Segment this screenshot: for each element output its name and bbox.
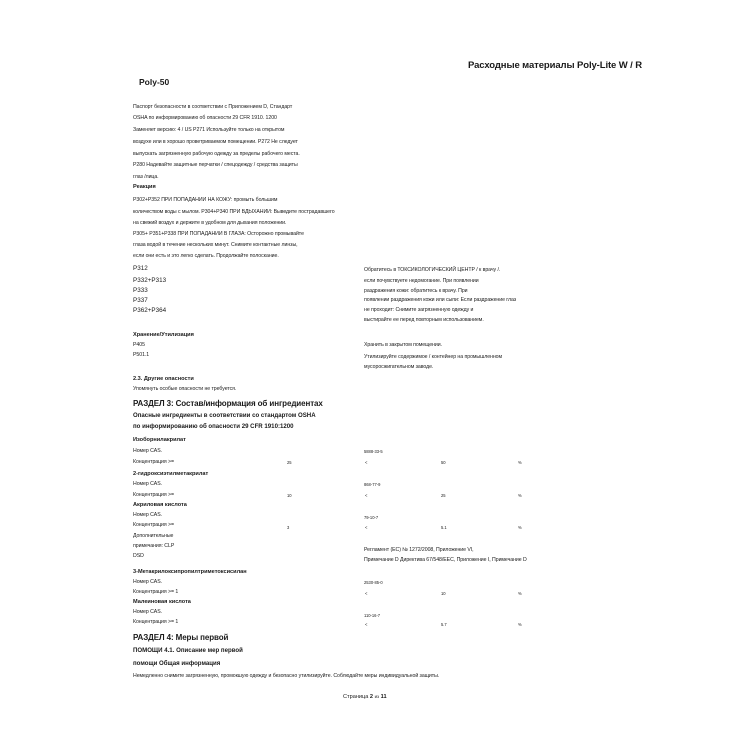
- section4-heading: РАЗДЕЛ 4: Меры первой: [133, 633, 229, 642]
- section4-subheading: помощи Общая информация: [133, 660, 221, 667]
- cas-number: 110-16-7: [364, 613, 381, 618]
- additional-notes-label: Дополнительные: [133, 533, 174, 539]
- storage-code: P501.1: [133, 352, 150, 358]
- percent-unit: %: [518, 493, 522, 498]
- regulation-note: Примечание D Директива 67/548/EEC, Приложение I, Примечание D: [364, 557, 527, 563]
- page-footer: [343, 694, 387, 700]
- additional-notes-label: примечания: CLP: [133, 543, 175, 549]
- page-number: 2: [369, 694, 374, 700]
- intro-line: Заменяет версию: 4 / US P271 Используйте только на открытом: [133, 127, 285, 133]
- cas-number: 79-10-7: [364, 515, 379, 520]
- concentration-min: 10: [287, 493, 292, 498]
- ingredient-name: Изоборнилакрилат: [133, 437, 186, 443]
- storage-right-line: мусоросжигательном заводе.: [364, 364, 434, 370]
- reaction-code: P332+P313: [133, 277, 167, 284]
- less-than-sign: <: [365, 525, 368, 530]
- cas-label: Номер CAS.: [133, 448, 163, 454]
- reaction-line: на свежий воздух и держите в удобном для дыхания положении.: [133, 220, 287, 226]
- intro-line: Паспорт безопасности в соответствии с Приложением D, Стандарт: [133, 104, 293, 110]
- less-than-sign: <: [365, 591, 368, 596]
- cas-label: Номер CAS.: [133, 579, 163, 585]
- section4-text: Немедленно снимите загрязненную, промокшую одежду и безопасно утилизируйте. Соблюдайте меры индивидуальной защиты.: [133, 673, 440, 679]
- page-of: из: [374, 694, 380, 699]
- concentration-label: Концентрация >=: [133, 522, 175, 528]
- less-than-sign: <: [365, 493, 368, 498]
- concentration-label: Концентрация >= 1: [133, 619, 179, 625]
- other-hazards-text: Упомянуть особые опасности не требуется.: [133, 386, 237, 392]
- reaction-right-line: если почувствуете недомогание. При появлении: [364, 278, 479, 284]
- intro-line: OSHA по информированию об опасности 29 CFR 1910. 1200: [133, 115, 277, 121]
- page-label: Страница: [343, 694, 369, 700]
- reaction-right-line: не проходит: Снимите загрязненную одежду и: [364, 307, 474, 313]
- concentration-label: Концентрация >= 1: [133, 589, 179, 595]
- cas-number: 5888-33-5: [364, 449, 383, 454]
- other-hazards-heading: 2.3. Другие опасности: [133, 376, 194, 382]
- reaction-code: P362+P364: [133, 307, 167, 314]
- cas-label: Номер CAS.: [133, 609, 163, 615]
- reaction-code: P312: [133, 265, 148, 272]
- ingredient-name: Акриловая кислота: [133, 502, 187, 508]
- section3-subheading: Опасные ингредиенты в соответствии со стандартом OSHA: [133, 412, 316, 419]
- percent-unit: %: [518, 525, 522, 530]
- storage-right-line: Утилизируйте содержимое / контейнер на промышленном: [364, 354, 503, 360]
- concentration-min: 25: [287, 460, 292, 465]
- document-header-title: Расходные материалы Poly-Lite W / R: [468, 60, 643, 71]
- reaction-line: если они есть и это легко сделать. Продолжайте полоскание.: [133, 253, 279, 259]
- concentration-min: 3: [287, 525, 290, 530]
- storage-right-line: Хранить в закрытом помещении.: [364, 342, 442, 348]
- intro-line: воздухе или в хорошо проветриваемом помещении. P272 Не следует: [133, 139, 298, 145]
- reaction-line: P302+P352 ПРИ ПОПАДАНИИ НА КОЖУ: промыть большим: [133, 197, 278, 203]
- percent-unit: %: [518, 460, 522, 465]
- concentration-max: 10: [441, 591, 446, 596]
- cas-label: Номер CAS.: [133, 512, 163, 518]
- concentration-max: 5.7: [441, 622, 447, 627]
- storage-code: P405: [133, 342, 145, 348]
- storage-heading: Хранение/Утилизация: [133, 332, 194, 338]
- reaction-code: P333: [133, 287, 148, 294]
- intro-line: P280 Надевайте защитные перчатки / спецодежду / средства защиты: [133, 162, 298, 168]
- reaction-right-line: появлении раздражения кожи или сыпи: Если раздражение глаз: [364, 297, 517, 303]
- cas-number: 868-77-9: [364, 482, 381, 487]
- concentration-max: 50: [441, 460, 446, 465]
- concentration-max: 25: [441, 493, 446, 498]
- cas-label: Номер CAS.: [133, 481, 163, 487]
- section4-subheading: ПОМОЩИ 4.1. Описание мер первой: [133, 647, 243, 654]
- product-name: Poly-50: [139, 77, 170, 87]
- section3-heading: РАЗДЕЛ 3: Состав/информация об ингредиентах: [133, 399, 323, 408]
- reaction-line: глаза водой в течение нескольких минут. Снимите контактные линзы,: [133, 242, 298, 248]
- percent-unit: %: [518, 622, 522, 627]
- ingredient-name: 2-гидроксиэтилметакрилат: [133, 471, 209, 477]
- concentration-label: Концентрация >=: [133, 492, 175, 498]
- concentration-label: Концентрация >=: [133, 459, 175, 465]
- intro-line: выпускать загрязненную рабочую одежду за пределы рабочего места.: [133, 151, 300, 157]
- page-total: 11: [380, 694, 387, 700]
- concentration-max: 5.1: [441, 525, 447, 530]
- reaction-right-line: Обратитесь в ТОКСИКОЛОГИЧЕСКИЙ ЦЕНТР / к врачу /.: [364, 267, 501, 273]
- regulation-note: Регламент (ЕС) № 1272/2008, Приложение VI,: [364, 547, 474, 553]
- less-than-sign: <: [365, 622, 368, 627]
- percent-unit: %: [518, 591, 522, 596]
- less-than-sign: <: [365, 460, 368, 465]
- reaction-code: P337: [133, 297, 148, 304]
- intro-line: глаз /лица.: [133, 174, 159, 180]
- additional-notes-label: DSD: [133, 553, 144, 559]
- section3-subheading: по информированию об опасности 29 CFR 1910:1200: [133, 423, 294, 430]
- reaction-right-line: выстирайте ее перед повторным использованием.: [364, 317, 484, 323]
- reaction-heading: Реакция: [133, 184, 156, 190]
- ingredient-name: 3-Метакрилоксипропилтриметоксисилан: [133, 569, 247, 575]
- reaction-line: P305+ P351+P338 ПРИ ПОПАДАНИИ В ГЛАЗА: Осторожно промывайте: [133, 231, 304, 237]
- cas-number: 2530-85-0: [364, 580, 383, 585]
- reaction-right-line: раздражения кожи: обратитесь к врачу. При: [364, 288, 468, 294]
- reaction-line: количеством воды с мылом. P304+P340 ПРИ ВДЫХАНИИ: Выведите пострадавшего: [133, 209, 335, 215]
- ingredient-name: Малеиновая кислота: [133, 599, 191, 605]
